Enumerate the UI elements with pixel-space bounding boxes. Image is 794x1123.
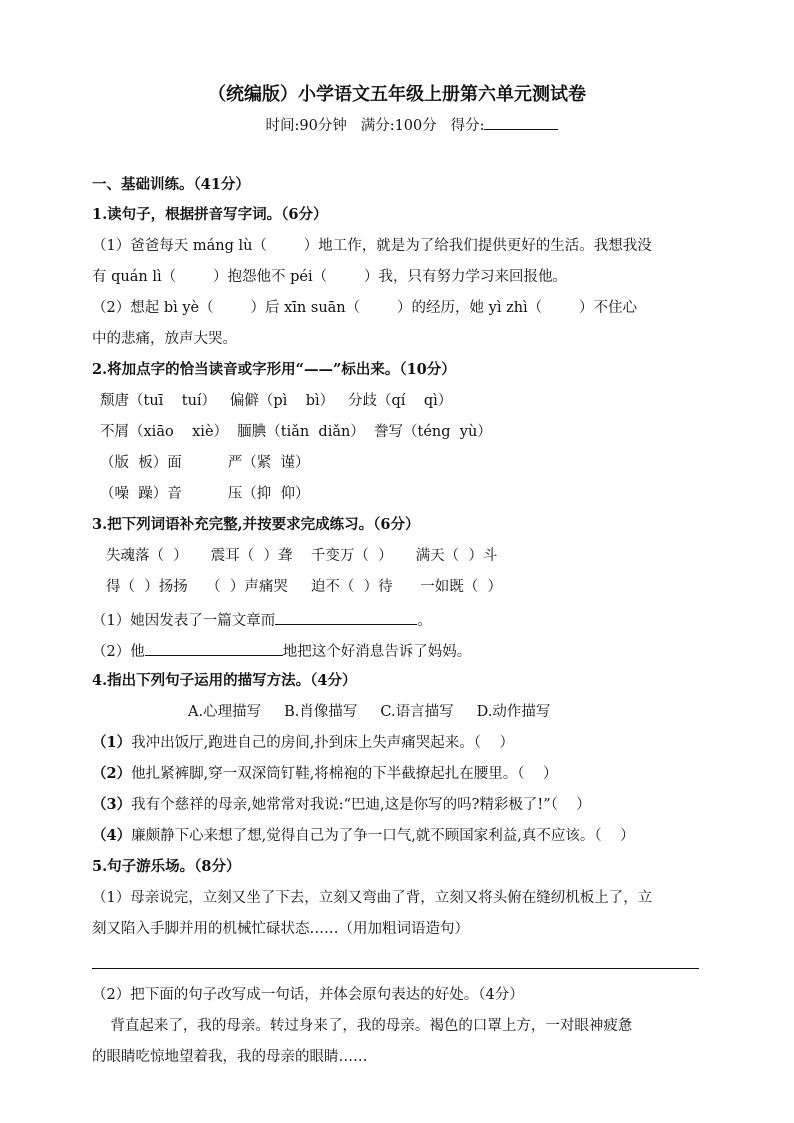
q2-line-4: （噪 躁）音 压（抑 仰） [100, 486, 310, 502]
q4-item-2-number: （2） [92, 765, 132, 782]
q3-item-1-blank[interactable] [275, 609, 417, 625]
q1-line-2: 有 quán lì（ ）抱怨他不 péi（ ）我，只有努力学习来回报他。 [92, 269, 567, 285]
q2-line-3: （版 板）面 严（紧 谨） [100, 455, 310, 471]
q2-line-1: 颓唐（tuī tuí） 偏僻（pì bì） 分歧（qí qì） [100, 393, 453, 409]
q3-item-2-blank[interactable] [145, 640, 283, 656]
q3-item-1 [92, 609, 432, 631]
q4-item-2 [92, 764, 558, 784]
q5-line-1: （1）母亲说完，立刻又坐了下去，立刻又弯曲了背，立刻又将头俯在缝纫机板上了，立 [92, 890, 653, 906]
q4-item-4 [92, 826, 635, 846]
q5-heading: 5.句子游乐场。（8分） [92, 858, 241, 875]
q4-item-1 [92, 733, 514, 753]
q4-item-4-text: 廉颇静下心来想了想,觉得自己为了争一口气,就不顾国家利益,真不应该。（ ） [131, 828, 635, 844]
q3-item-2 [92, 640, 471, 662]
q3-item-2-text: （2）他 [92, 644, 145, 660]
q5-line-5: 的眼睛吃惊地望着我，我的母亲的眼睛…… [92, 1049, 368, 1065]
score-blank[interactable] [484, 114, 558, 130]
q4-item-3 [92, 795, 591, 815]
exam-info [0, 114, 794, 136]
section-1-heading: 一、基础训练。（41分） [92, 176, 250, 193]
q2-heading: 2.将加点字的恰当读音或字形用“——”标出来。（10分） [92, 361, 456, 378]
q5-line-3: （2）把下面的句子改写成一句话，并体会原句表达的好处。（4分） [92, 987, 524, 1003]
q3-item-1-end: 。 [417, 613, 432, 629]
q4-item-3-text: 我有个慈祥的母亲,她常常对我说:“巴迪,这是你写的吗?精彩极了!”（ ） [131, 797, 591, 813]
q3-item-1-text: （1）她因发表了一篇文章而 [92, 613, 276, 629]
q1-line-3: （2）想起 bì yè（ ）后 xīn suān（ ）的经历，她 yì zhì（ ）不住心 [92, 300, 638, 316]
q4-item-2-text: 他扎紧裤脚,穿一双深筒钉鞋,将棉袍的下半截撩起扎在腰里。（ ） [131, 766, 558, 782]
q3-line-1: 失魂落（ ） 震耳（ ）聋 千变万（ ） 满天（ ）斗 [106, 548, 498, 564]
q5-line-4: 背直起来了，我的母亲。转过身来了，我的母亲。褐色的口罩上方，一对眼神疲惫 [92, 1018, 633, 1034]
q1-line-4: 中的悲痛，放声大哭。 [92, 331, 237, 347]
q4-item-4-number: （4） [92, 827, 132, 844]
exam-info-text: 时间:90分钟 满分:100分 得分: [265, 118, 485, 134]
q3-line-2: 得（ ）扬扬 （ ）声痛哭 迫不（ ）待 一如既（ ） [106, 579, 503, 595]
q4-item-1-text: 我冲出饭厅,跑进自己的房间,扑到床上失声痛哭起来。（ ） [131, 735, 514, 751]
q4-item-1-number: （1） [92, 734, 132, 751]
q3-heading: 3.把下列词语补充完整,并按要求完成练习。（6分） [92, 516, 420, 533]
answer-line[interactable] [92, 968, 699, 969]
q3-item-2-end: 地把这个好消息告诉了妈妈。 [282, 644, 472, 660]
q1-heading: 1.读句子，根据拼音写字词。（6分） [92, 206, 328, 223]
q4-options: A.心理描写 B.肖像描写 C.语言描写 D.动作描写 [188, 704, 551, 720]
q4-heading: 4.指出下列句子运用的描写方法。（4分） [92, 672, 357, 689]
page-title: （统编版）小学语文五年级上册第六单元测试卷 [208, 84, 586, 105]
q1-line-1: （1）爸爸每天 máng lù（ ）地工作，就是为了给我们提供更好的生活。我想我没 [92, 238, 652, 254]
q5-line-2: 刻又陷入手脚并用的机械忙碌状态……（用加粗词语造句） [92, 921, 469, 937]
q2-line-2: 不屑（xiāo xiè） 腼腆（tiǎn diǎn） 誊写（téng yù） [100, 424, 492, 440]
q4-item-3-number: （3） [92, 796, 132, 813]
